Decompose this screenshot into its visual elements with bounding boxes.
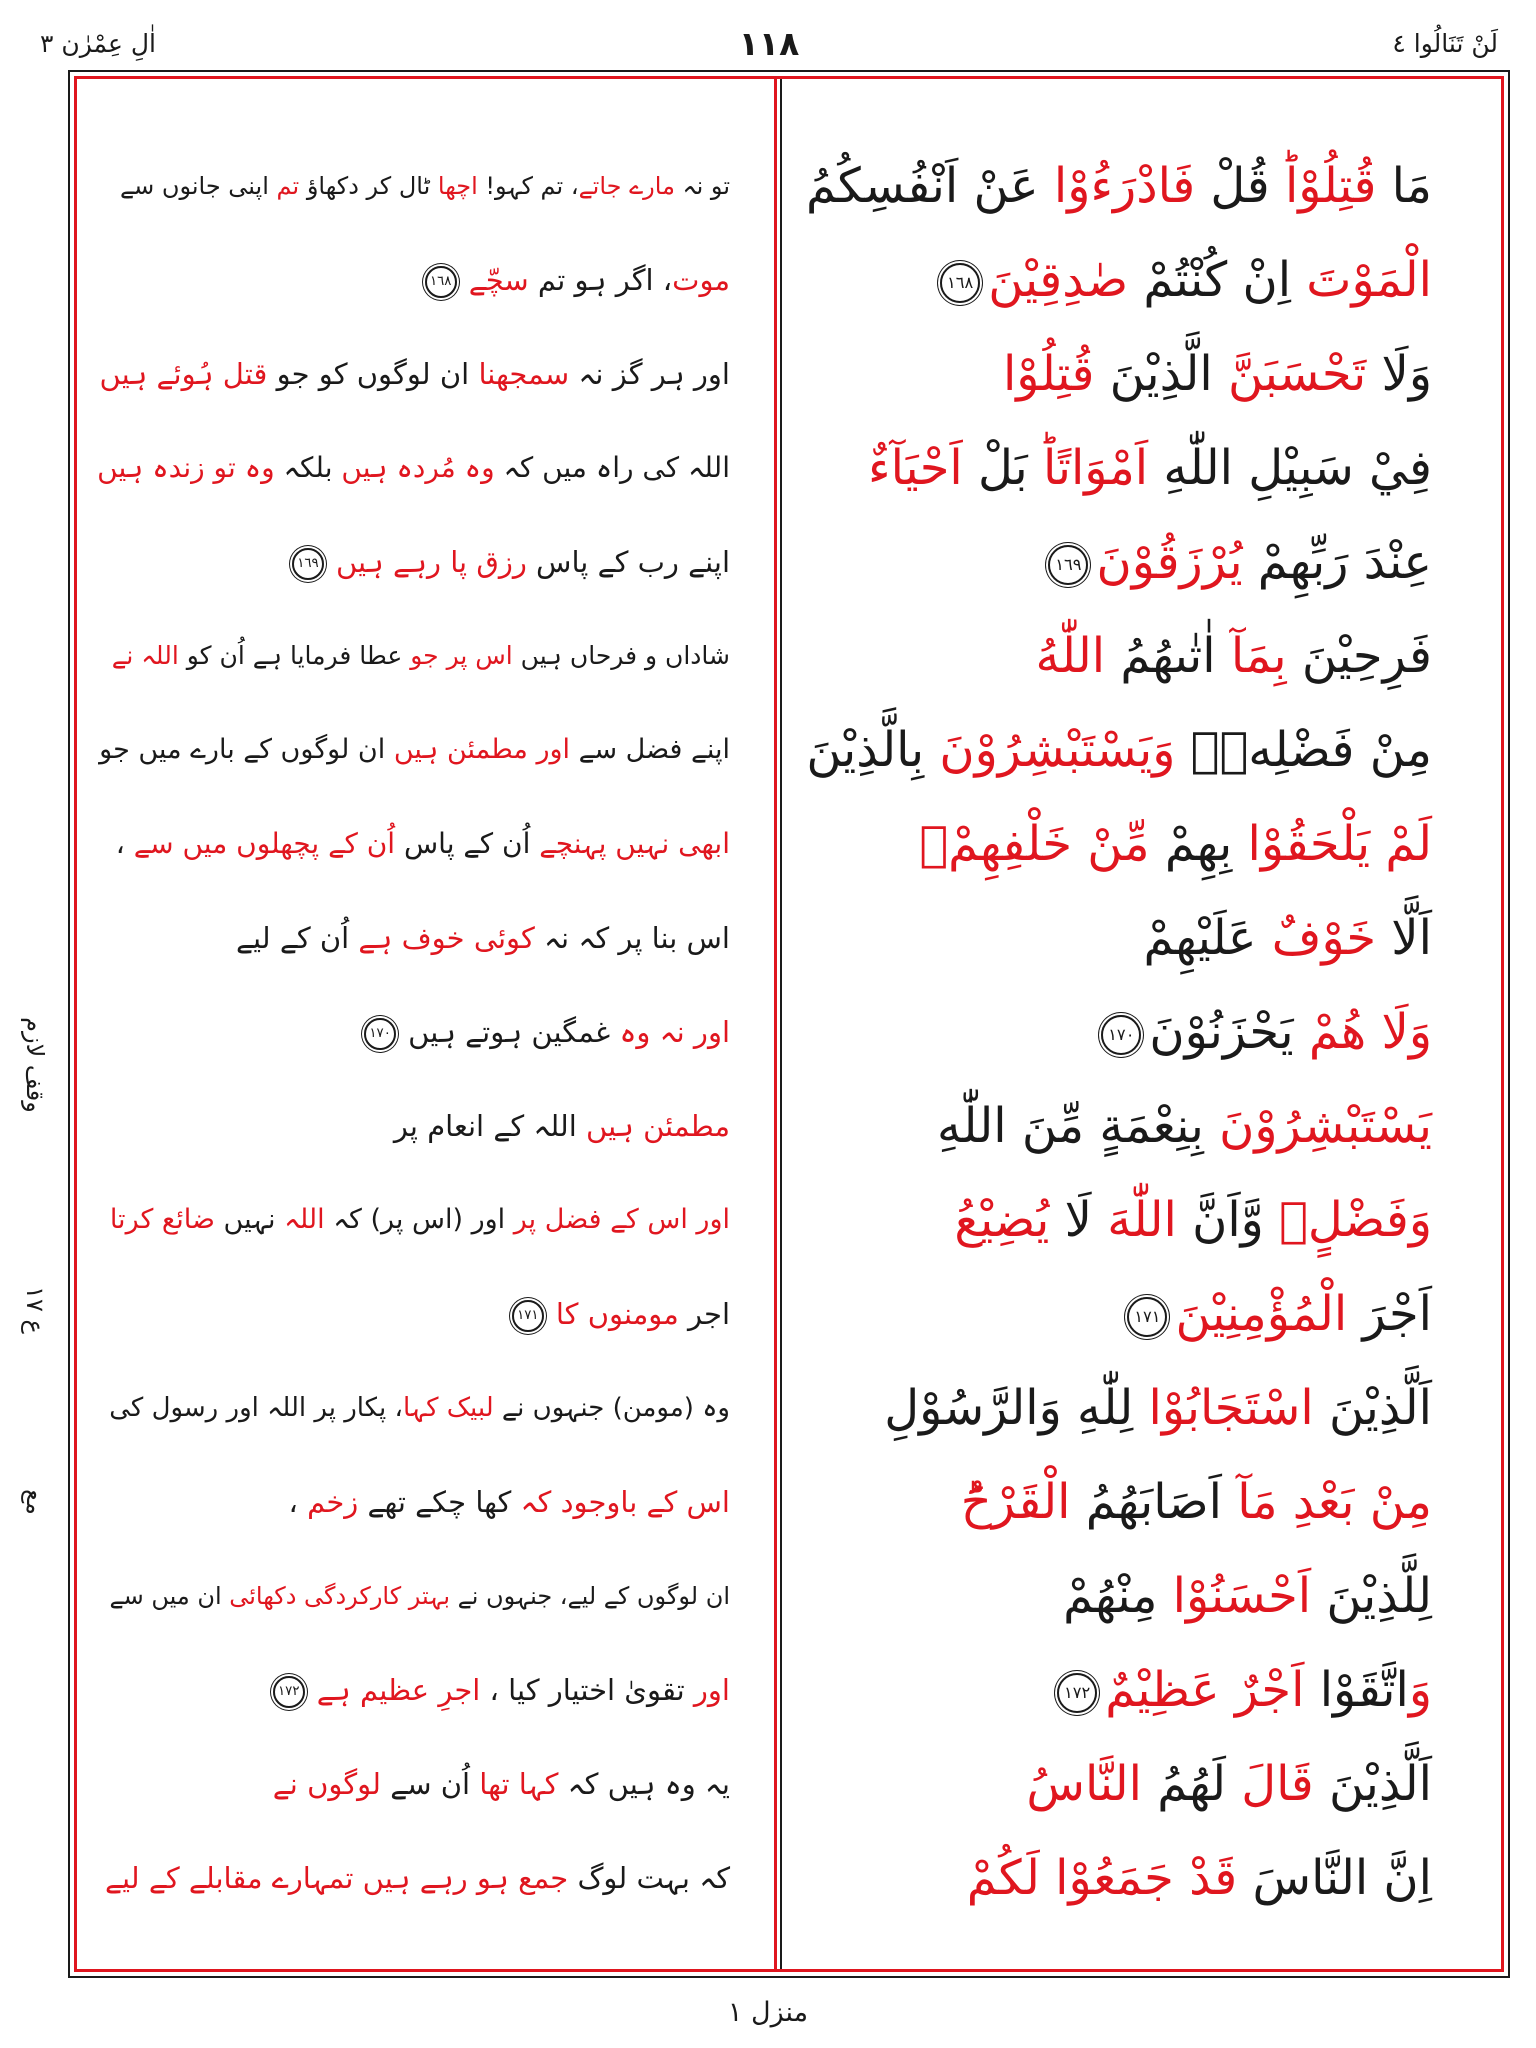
urdu-word-group: اُن کے لیے bbox=[236, 921, 359, 955]
urdu-word-group: ان لوگوں کے لیے، جنہوں نے bbox=[450, 1582, 730, 1610]
arabic-word-group: تَحْسَبَنَّ bbox=[1228, 346, 1367, 402]
urdu-word-group: وہ تو زندہ ہیں bbox=[97, 451, 275, 484]
arabic-word-group: اَجْرَ bbox=[1347, 1286, 1432, 1342]
urdu-word-group: لوگوں نے bbox=[272, 1767, 381, 1801]
urdu-word-group: بلکہ bbox=[274, 451, 342, 484]
urdu-translation-line bbox=[80, 1831, 774, 1925]
arabic-word-group: اتَّقَوْا bbox=[1304, 1662, 1409, 1718]
arabic-word-group: مِنْ بَعْدِ مَآ bbox=[1237, 1474, 1432, 1530]
arabic-word-group: قَالَ bbox=[1241, 1756, 1314, 1812]
verse-table bbox=[80, 139, 1500, 1925]
arabic-verse-line bbox=[774, 703, 1500, 797]
arabic-verse-line bbox=[774, 985, 1500, 1079]
ayah-number-marker: ١٧٠ bbox=[1101, 1015, 1141, 1055]
ayah-number-marker: ١٧١ bbox=[512, 1300, 544, 1332]
urdu-word-group: مارے جاتے bbox=[578, 172, 675, 200]
verse-row bbox=[80, 1643, 1500, 1737]
verse-row bbox=[80, 703, 1500, 797]
urdu-word-group: موت bbox=[672, 263, 730, 297]
ayah-number-marker: ١٦٩ bbox=[1048, 545, 1088, 585]
ayah-number-marker: ١٧١ bbox=[1127, 1297, 1167, 1337]
arabic-verse-line bbox=[774, 1737, 1500, 1831]
arabic-word-group: يُرْزَقُوْنَ bbox=[1096, 534, 1243, 590]
arabic-verse-line bbox=[774, 139, 1500, 233]
urdu-translation-line bbox=[80, 703, 774, 797]
verse-row bbox=[80, 515, 1500, 609]
urdu-translation-line bbox=[80, 327, 774, 421]
arabic-word-group: الْمَوْتَ bbox=[1306, 252, 1432, 308]
urdu-word-group: وہ (مومن) جنہوں نے bbox=[493, 1393, 730, 1423]
arabic-word-group: اَمْوَاتًا bbox=[1042, 440, 1149, 496]
arabic-word-group: فَرِحِيْنَ bbox=[1286, 628, 1432, 684]
arabic-word-group: لَمْ يَلْحَقُوْا bbox=[1247, 816, 1432, 872]
verse-row bbox=[80, 1267, 1500, 1361]
arabic-verse-line bbox=[774, 327, 1500, 421]
urdu-word-group: اُن کے پاس bbox=[395, 827, 540, 860]
urdu-word-group: ضائع کرتا bbox=[109, 1204, 215, 1235]
arabic-verse-line bbox=[774, 891, 1500, 985]
margin-note-text: وقف لازم bbox=[21, 1017, 50, 1113]
urdu-word-group: اور نہ وہ bbox=[619, 1015, 730, 1049]
arabic-word-group: فِيْ سَبِيْلِ اللّٰهِ bbox=[1148, 440, 1432, 496]
arabic-word-group: بِمَآ bbox=[1230, 628, 1287, 684]
urdu-word-group: اجر bbox=[678, 1297, 730, 1331]
urdu-word-group: مومنوں کا bbox=[555, 1297, 679, 1331]
urdu-word-group: ، تم کہو! bbox=[477, 172, 579, 200]
arabic-word-group: اَلَّذِيْنَ bbox=[1313, 1380, 1432, 1436]
urdu-word-group: اور اس کے فضل پر bbox=[513, 1204, 730, 1235]
urdu-word-group: شاداں و فرحاں ہیں bbox=[512, 641, 730, 670]
arabic-verse-line bbox=[774, 1267, 1500, 1361]
urdu-word-group: اللہ bbox=[284, 1204, 325, 1235]
arabic-word-group: اِنْ كُنْتُمْ bbox=[1128, 252, 1307, 308]
arabic-word-group: ۙ وَّاَنَّ bbox=[1176, 1192, 1280, 1248]
arabic-word-group: قَدْ جَمَعُوْا لَكُمْ bbox=[966, 1850, 1238, 1906]
urdu-word-group: اجرِ عظیم ہے bbox=[316, 1673, 481, 1707]
urdu-translation-line bbox=[80, 891, 774, 985]
arabic-verse-line bbox=[774, 1173, 1500, 1267]
urdu-translation-line bbox=[80, 1267, 774, 1361]
arabic-verse-line bbox=[774, 1079, 1500, 1173]
arabic-word-group: قُتِلُوْا bbox=[1284, 158, 1377, 214]
urdu-translation-line bbox=[80, 515, 774, 609]
arabic-verse-line bbox=[774, 233, 1500, 327]
arabic-verse-line bbox=[774, 1831, 1500, 1925]
urdu-translation-line bbox=[80, 1549, 774, 1643]
urdu-word-group: ، پکار پر اللہ اور رسول کی bbox=[109, 1393, 403, 1423]
arabic-word-group: صٰدِقِيْنَ bbox=[988, 252, 1129, 308]
arabic-word-group: لِلَّذِيْنَ bbox=[1311, 1568, 1432, 1624]
ayah-number-marker: ١٦٨ bbox=[425, 266, 457, 298]
arabic-word-group: مِّنْ خَلْفِهِمْ bbox=[919, 816, 1150, 872]
urdu-word-group: سمجھنا bbox=[478, 357, 570, 391]
urdu-translation-line bbox=[80, 421, 774, 515]
urdu-translation-line bbox=[80, 1173, 774, 1267]
page-header bbox=[40, 22, 1498, 66]
urdu-word-group: نہیں bbox=[214, 1204, 285, 1235]
verse-row bbox=[80, 1455, 1500, 1549]
verse-row bbox=[80, 1831, 1500, 1925]
verse-row bbox=[80, 891, 1500, 985]
verse-row bbox=[80, 1737, 1500, 1831]
verse-row bbox=[80, 1361, 1500, 1455]
urdu-word-group: اور (اس پر) کہ bbox=[324, 1204, 514, 1235]
arabic-word-group: اسْتَجَابُوْا bbox=[1148, 1380, 1314, 1436]
urdu-translation-line bbox=[80, 1737, 774, 1831]
urdu-word-group: اپنی جانوں سے bbox=[120, 172, 277, 200]
arabic-word-group: خَوْفٌ bbox=[1271, 910, 1377, 966]
arabic-word-group: اَلَّذِيْنَ bbox=[1313, 1756, 1432, 1812]
verse-row bbox=[80, 1079, 1500, 1173]
urdu-word-group: اور مطمئن ہیں bbox=[393, 734, 571, 765]
urdu-word-group: عطا فرمایا ہے اُن کو bbox=[178, 641, 411, 670]
arabic-word-group: وَلَا bbox=[1366, 346, 1432, 402]
verse-row bbox=[80, 421, 1500, 515]
ayah-number-marker: ١٦٨ bbox=[940, 263, 980, 303]
verse-row bbox=[80, 797, 1500, 891]
arabic-verse-line bbox=[774, 1455, 1500, 1549]
margin-note-ruku bbox=[6, 1270, 64, 1350]
verse-row bbox=[80, 1173, 1500, 1267]
verse-row bbox=[80, 1549, 1500, 1643]
urdu-word-group: غمگین ہوتے ہیں bbox=[408, 1015, 620, 1049]
margin-note-waqf-lazim bbox=[6, 1000, 64, 1130]
arabic-verse-line bbox=[774, 797, 1500, 891]
urdu-word-group: جمع ہو رہے ہیں تمہارے مقابلے کے لیے bbox=[105, 1861, 569, 1895]
arabic-word-group: ؕ بَلْ bbox=[962, 440, 1043, 496]
arabic-word-group: يَحْزَنُوْنَ bbox=[1149, 1004, 1309, 1060]
arabic-word-group: عَلَيْهِمْ bbox=[1143, 910, 1272, 966]
arabic-verse-line bbox=[774, 1549, 1500, 1643]
arabic-word-group: مِنْ فَضْلِهٖۙ bbox=[1175, 722, 1432, 778]
arabic-word-group: وَفَضْلٍ bbox=[1279, 1192, 1432, 1248]
arabic-word-group: بِهِمْ bbox=[1149, 816, 1248, 872]
urdu-translation-line bbox=[80, 233, 774, 327]
arabic-word-group: اللّٰهَ bbox=[1107, 1192, 1177, 1248]
arabic-word-group: وَ bbox=[1408, 1662, 1432, 1718]
urdu-word-group: ابھی نہیں پہنچے bbox=[539, 827, 730, 860]
urdu-translation-line bbox=[80, 609, 774, 703]
arabic-word-group: مِنْهُمْ bbox=[1063, 1568, 1173, 1624]
margin-note-text: ع ١٧ bbox=[20, 1286, 49, 1334]
arabic-verse-line bbox=[774, 421, 1500, 515]
urdu-word-group: قتل ہُوئے ہیں bbox=[99, 357, 268, 391]
urdu-word-group: اپنے فضل سے bbox=[570, 734, 730, 765]
arabic-word-group: الْمُؤْمِنِيْنَ bbox=[1175, 1286, 1348, 1342]
urdu-word-group: اچھا bbox=[437, 172, 478, 200]
urdu-word-group: تقویٰ اختیار کیا ، bbox=[480, 1673, 694, 1707]
urdu-word-group: اللہ کے انعام پر bbox=[393, 1109, 587, 1143]
urdu-word-group: ٹال کر دکھاؤ bbox=[299, 172, 438, 200]
arabic-word-group: اَجْرٌ عَظِيْمٌ bbox=[1105, 1662, 1305, 1718]
arabic-word-group: قُتِلُوْا bbox=[1002, 346, 1095, 402]
urdu-translation-line bbox=[80, 139, 774, 233]
urdu-word-group: اس پر جو bbox=[410, 641, 513, 670]
urdu-word-group: اُن سے bbox=[380, 1767, 480, 1801]
margin-note-muanaqah bbox=[6, 1470, 64, 1534]
urdu-translation-line bbox=[80, 1643, 774, 1737]
margin-note-text: مع bbox=[20, 1489, 49, 1515]
urdu-translation-line bbox=[80, 985, 774, 1079]
arabic-word-group: وَيَسْتَبْشِرُوْنَ bbox=[939, 722, 1176, 778]
manzil-label: منزل ١ bbox=[727, 1997, 809, 2028]
arabic-word-group: مَا bbox=[1376, 158, 1432, 214]
urdu-word-group: تم bbox=[276, 172, 300, 200]
urdu-word-group: ، bbox=[288, 1485, 308, 1519]
ayah-number-marker: ١٧٢ bbox=[1057, 1673, 1097, 1713]
arabic-word-group: فَادْرَءُوْا bbox=[1053, 158, 1196, 214]
urdu-word-group: رزق پا رہے ہیں bbox=[335, 545, 527, 579]
urdu-word-group: کہ بہت لوگ bbox=[568, 1861, 730, 1895]
urdu-word-group: ، اگر ہو تم bbox=[528, 263, 673, 297]
arabic-word-group: وَلَا هُمْ bbox=[1308, 1004, 1432, 1060]
verse-row bbox=[80, 985, 1500, 1079]
verse-row bbox=[80, 609, 1500, 703]
urdu-translation-line bbox=[80, 1455, 774, 1549]
arabic-word-group: يَسْتَبْشِرُوْنَ bbox=[1219, 1098, 1432, 1154]
arabic-word-group: ؕ قُلْ bbox=[1195, 158, 1285, 214]
urdu-translation-line bbox=[80, 797, 774, 891]
verse-row bbox=[80, 139, 1500, 233]
urdu-word-group: اس کے باوجود کہ bbox=[520, 1485, 730, 1519]
arabic-word-group: يُضِيْعُ bbox=[954, 1192, 1050, 1248]
arabic-word-group: اَحْسَنُوْا bbox=[1172, 1568, 1312, 1624]
arabic-word-group: لَهُمُ bbox=[1142, 1756, 1242, 1812]
urdu-word-group: سچّے bbox=[468, 263, 529, 297]
urdu-word-group: زخم bbox=[307, 1485, 359, 1519]
arabic-word-group: اِنَّ النَّاسَ bbox=[1237, 1850, 1432, 1906]
arabic-verse-line bbox=[774, 1643, 1500, 1737]
urdu-word-group: اس بنا پر کہ نہ bbox=[534, 921, 730, 955]
arabic-word-group: اَلَّا bbox=[1376, 910, 1432, 966]
arabic-word-group: لِلّٰهِ وَالرَّسُوْلِ bbox=[884, 1380, 1149, 1436]
page-number: ١١٨ bbox=[738, 24, 800, 63]
arabic-word-group: عَنْ اَنْفُسِكُمُ bbox=[805, 158, 1054, 214]
urdu-word-group: اللہ کی راہ میں کہ bbox=[494, 451, 730, 484]
arabic-word-group: بِنِعْمَةٍ مِّنَ اللّٰهِ bbox=[937, 1098, 1220, 1154]
urdu-word-group: اور ہر گز نہ bbox=[569, 357, 730, 391]
arabic-word-group: اَحْيَآءٌ bbox=[868, 440, 963, 496]
verse-row bbox=[80, 327, 1500, 421]
urdu-word-group: کہا تھا bbox=[479, 1767, 559, 1801]
urdu-word-group: مطمئن ہیں bbox=[586, 1109, 730, 1143]
arabic-word-group: اللّٰهُ bbox=[1035, 628, 1106, 684]
urdu-word-group: بہتر کارکردگی دکھائی bbox=[229, 1582, 451, 1610]
arabic-verse-line bbox=[774, 515, 1500, 609]
surah-title: اٰلِ عِمْرٰن ٣ bbox=[40, 29, 156, 58]
arabic-word-group: اَصَابَهُمُ bbox=[1070, 1474, 1238, 1530]
urdu-word-group: اور bbox=[693, 1673, 730, 1707]
urdu-word-group: کوئی خوف ہے bbox=[358, 921, 535, 955]
arabic-word-group: الَّذِيْنَ bbox=[1094, 346, 1228, 402]
urdu-word-group: کھا چکے تھے bbox=[358, 1485, 521, 1519]
urdu-word-group: اپنے رب کے پاس bbox=[526, 545, 730, 579]
ayah-number-marker: ١٧٢ bbox=[273, 1676, 305, 1708]
arabic-word-group: عِنْدَ رَبِّهِمْ bbox=[1242, 534, 1432, 590]
urdu-word-group: ان میں سے bbox=[109, 1582, 230, 1610]
arabic-word-group: الْقَرْحُ bbox=[960, 1474, 1071, 1530]
arabic-verse-line bbox=[774, 609, 1500, 703]
urdu-word-group: تو نہ bbox=[674, 172, 730, 200]
ayah-number-marker: ١٧٠ bbox=[364, 1018, 396, 1050]
urdu-word-group: اللہ نے bbox=[111, 641, 179, 670]
arabic-word-group: لَا bbox=[1049, 1192, 1108, 1248]
urdu-word-group: وہ مُردہ ہیں bbox=[341, 451, 495, 484]
arabic-verse-line bbox=[774, 1361, 1500, 1455]
urdu-word-group: اُن کے پچھلوں میں سے bbox=[133, 827, 396, 860]
arabic-word-group: اٰتٰىهُمُ bbox=[1105, 628, 1231, 684]
urdu-word-group: لبیک کہا bbox=[402, 1393, 494, 1423]
urdu-translation-line bbox=[80, 1079, 774, 1173]
ayah-number-marker: ١٦٩ bbox=[292, 548, 324, 580]
urdu-word-group: ، bbox=[115, 827, 134, 860]
arabic-word-group: النَّاسُ bbox=[1026, 1756, 1143, 1812]
urdu-word-group: ان لوگوں کو جو bbox=[267, 357, 479, 391]
juz-title: لَنْ تَنَالُوا ٤ bbox=[1392, 29, 1498, 58]
urdu-word-group: ان لوگوں کے بارے میں جو bbox=[99, 734, 394, 765]
urdu-word-group: یہ وہ ہیں کہ bbox=[558, 1767, 730, 1801]
urdu-translation-line bbox=[80, 1361, 774, 1455]
arabic-word-group: بِالَّذِيْنَ bbox=[806, 722, 940, 778]
verse-row bbox=[80, 233, 1500, 327]
